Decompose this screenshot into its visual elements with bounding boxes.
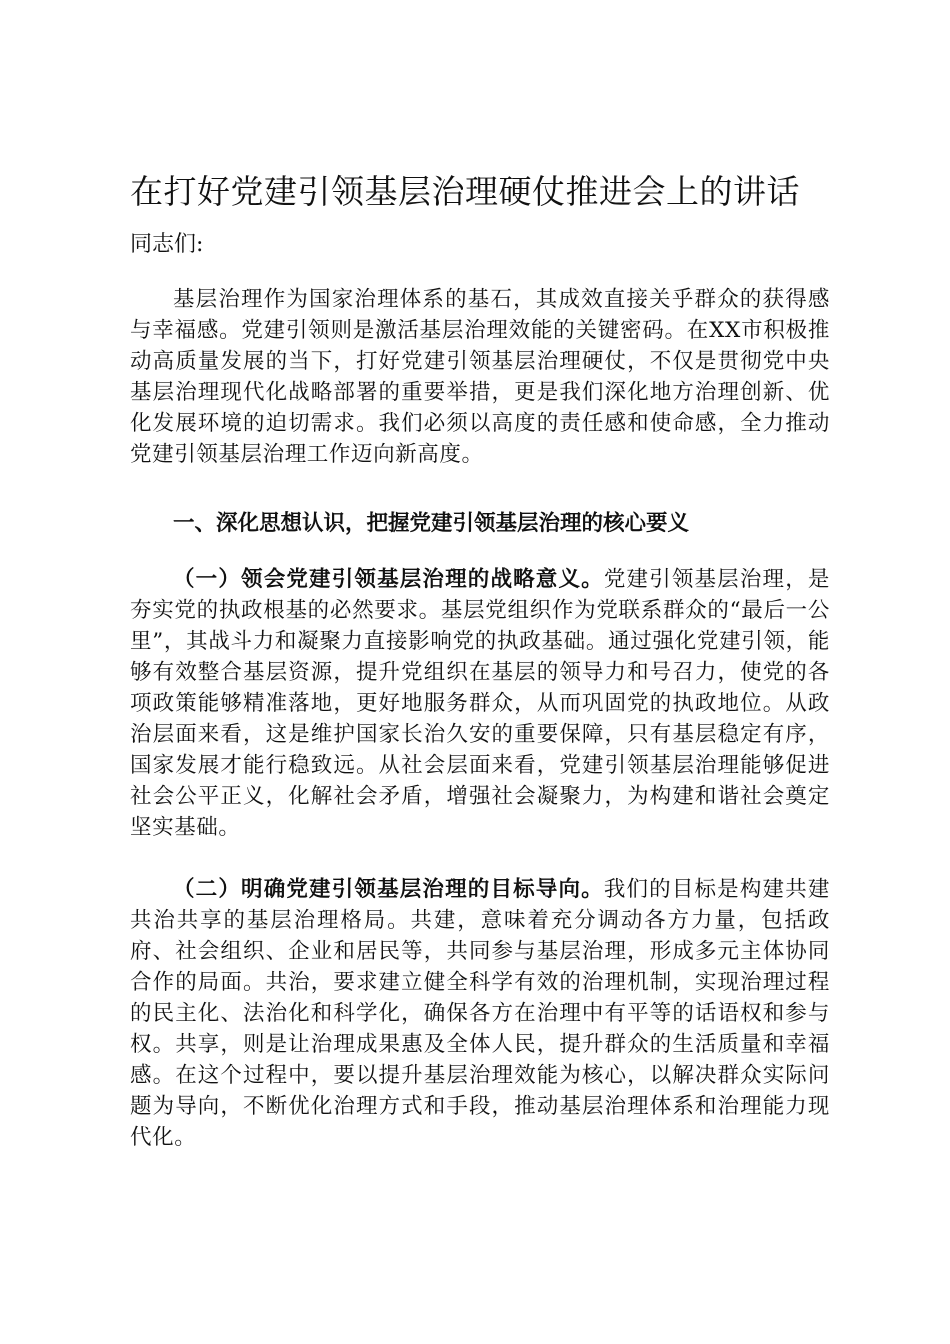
document-title: 在打好党建引领基层治理硬仗推进会上的讲话	[130, 172, 800, 211]
section-1-heading: 一、深化思想认识，把握党建引领基层治理的核心要义	[173, 511, 690, 536]
paragraph-2-lead: （二）明确党建引领基层治理的目标导向。	[173, 877, 604, 902]
paragraph-2-body: 我们的目标是构建共建共治共享的基层治理格局。共建，意味着充分调动各方力量，包括政府、社会组织、企业和居民等，共同参与基层治理，形成多元主体协同合作的局面。共治，要求建立健全科学有效的治理机制，实现治理过程的民主化、法治化和科学化，确保各方在治理中有平等的话语权和参与权。共享，则是让治理成果惠及全体人民，提升群众的生活质量和幸福感。在这个过程中，要以提升基层治理效能为核心，以解决群众实际问题为导向，不断优化治理方式和手段，推动基层治理体系和治理能力现代化。	[130, 877, 830, 1150]
intro-paragraph: 基层治理作为国家治理体系的基石，其成效直接关乎群众的获得感与幸福感。党建引领则是激活基层治理效能的关键密码。在XX市积极推动高质量发展的当下，打好党建引领基层治理硬仗，不仅是贯彻党中央基层治理现代化战略部署的重要举措，更是我们深化地方治理创新、优化发展环境的迫切需求。我们必须以高度的责任感和使命感，全力推动党建引领基层治理工作迈向新高度。	[130, 287, 830, 467]
salutation: 同志们:	[130, 232, 204, 257]
section-1-paragraph-2	[130, 874, 830, 1153]
section-1-paragraph-1	[130, 564, 830, 843]
paragraph-1-lead: （一）领会党建引领基层治理的战略意义。	[173, 567, 604, 592]
paragraph-1-body: 党建引领基层治理，是夯实党的执政根基的必然要求。基层党组织作为党联系群众的“最后一公里”，其战斗力和凝聚力直接影响党的执政基础。通过强化党建引领，能够有效整合基层资源，提升党组织在基层的领导力和号召力，使党的各项政策能够精准落地，更好地服务群众，从而巩固党的执政地位。从政治层面来看，这是维护国家长治久安的重要保障，只有基层稳定有序，国家发展才能行稳致远。从社会层面来看，党建引领基层治理能够促进社会公平正义，化解社会矛盾，增强社会凝聚力，为构建和谐社会奠定坚实基础。	[130, 567, 830, 840]
